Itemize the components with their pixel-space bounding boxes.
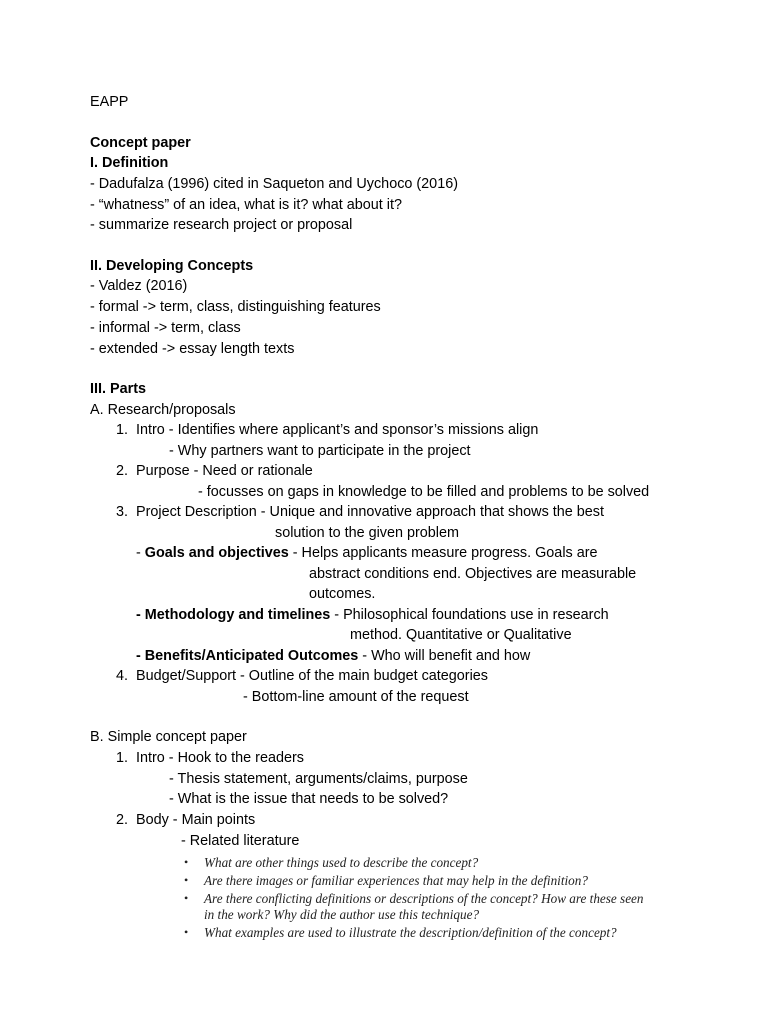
goals-label: Goals and objectives (144, 545, 289, 561)
subsection-research-title: A. Research/proposals (90, 402, 236, 418)
list-subitem: - Bottom-line amount of the request (243, 689, 469, 705)
benefits-text: - Who will benefit and how (358, 648, 531, 664)
list-number: 4. (116, 668, 129, 684)
developing-item: - Valdez (2016) (90, 278, 188, 294)
developing-item: - informal -> term, class (90, 320, 241, 336)
goals-continuation: abstract conditions end. Objectives are measurable (309, 566, 637, 582)
methodology-continuation: method. Quantitative or Qualitative (350, 627, 572, 643)
section-definition-title: I. Definition (90, 155, 169, 171)
question-item: What are other things used to describe the concept? (204, 855, 479, 870)
list-subitem: - Related literature (181, 833, 300, 849)
question-item: Are there conflicting definitions or descriptions of the concept? How are these seen (204, 891, 644, 906)
list-item-intro: Intro - Hook to the readers (136, 750, 304, 766)
bullet-icon: • (184, 891, 189, 905)
goals-text: - Helps applicants measure progress. Goals are (288, 545, 598, 561)
section-developing-title: II. Developing Concepts (90, 258, 254, 274)
list-item-project-description: Project Description - Unique and innovative approach that shows the best (136, 504, 604, 520)
bullet-icon: • (184, 873, 189, 887)
list-subitem: - focusses on gaps in knowledge to be filled and problems to be solved (198, 484, 650, 500)
subsection-simple-title: B. Simple concept paper (90, 729, 247, 745)
list-subitem: - Thesis statement, arguments/claims, purpose (169, 771, 468, 787)
list-item-budget: Budget/Support - Outline of the main budget categories (136, 668, 488, 684)
list-number: 1. (116, 750, 129, 766)
list-subitem: - Why partners want to participate in the project (169, 443, 471, 459)
bullet-icon: • (184, 925, 189, 939)
list-item-intro: Intro - Identifies where applicant’s and sponsor’s missions align (136, 422, 539, 438)
goals-line (136, 544, 598, 562)
developing-item: - formal -> term, class, distinguishing features (90, 299, 381, 315)
methodology-text: - Philosophical foundations use in research (330, 607, 609, 623)
goals-continuation: outcomes. (309, 586, 376, 602)
question-item-continuation: in the work? Why did the author use this technique? (204, 907, 480, 922)
section-parts-title: III. Parts (90, 381, 146, 397)
heading-concept-paper: Concept paper (90, 135, 191, 151)
list-item-body: Body - Main points (136, 812, 256, 828)
definition-item: - Dadufalza (1996) cited in Saqueton and Uychoco (2016) (90, 176, 458, 192)
list-number: 1. (116, 422, 129, 438)
list-item-purpose: Purpose - Need or rationale (136, 463, 313, 479)
definition-item: - “whatness” of an idea, what is it? what about it? (90, 197, 402, 213)
developing-item: - extended -> essay length texts (90, 341, 295, 357)
methodology-label: - Methodology and timelines (136, 607, 331, 623)
goals-prefix: - (136, 545, 145, 561)
list-number: 2. (116, 463, 129, 479)
benefits-line (136, 647, 530, 665)
list-number: 3. (116, 504, 129, 520)
list-subitem: - What is the issue that needs to be solved? (169, 791, 449, 807)
question-item: What examples are used to illustrate the description/definition of the concept? (204, 925, 617, 940)
question-item: Are there images or familiar experiences that may help in the definition? (204, 873, 588, 888)
list-number: 2. (116, 812, 129, 828)
definition-item: - summarize research project or proposal (90, 217, 353, 233)
list-item-continuation: solution to the given problem (275, 525, 459, 541)
benefits-label: - Benefits/Anticipated Outcomes (136, 648, 359, 664)
bullet-icon: • (184, 855, 189, 869)
document-title: EAPP (90, 94, 129, 110)
methodology-line (136, 606, 609, 624)
